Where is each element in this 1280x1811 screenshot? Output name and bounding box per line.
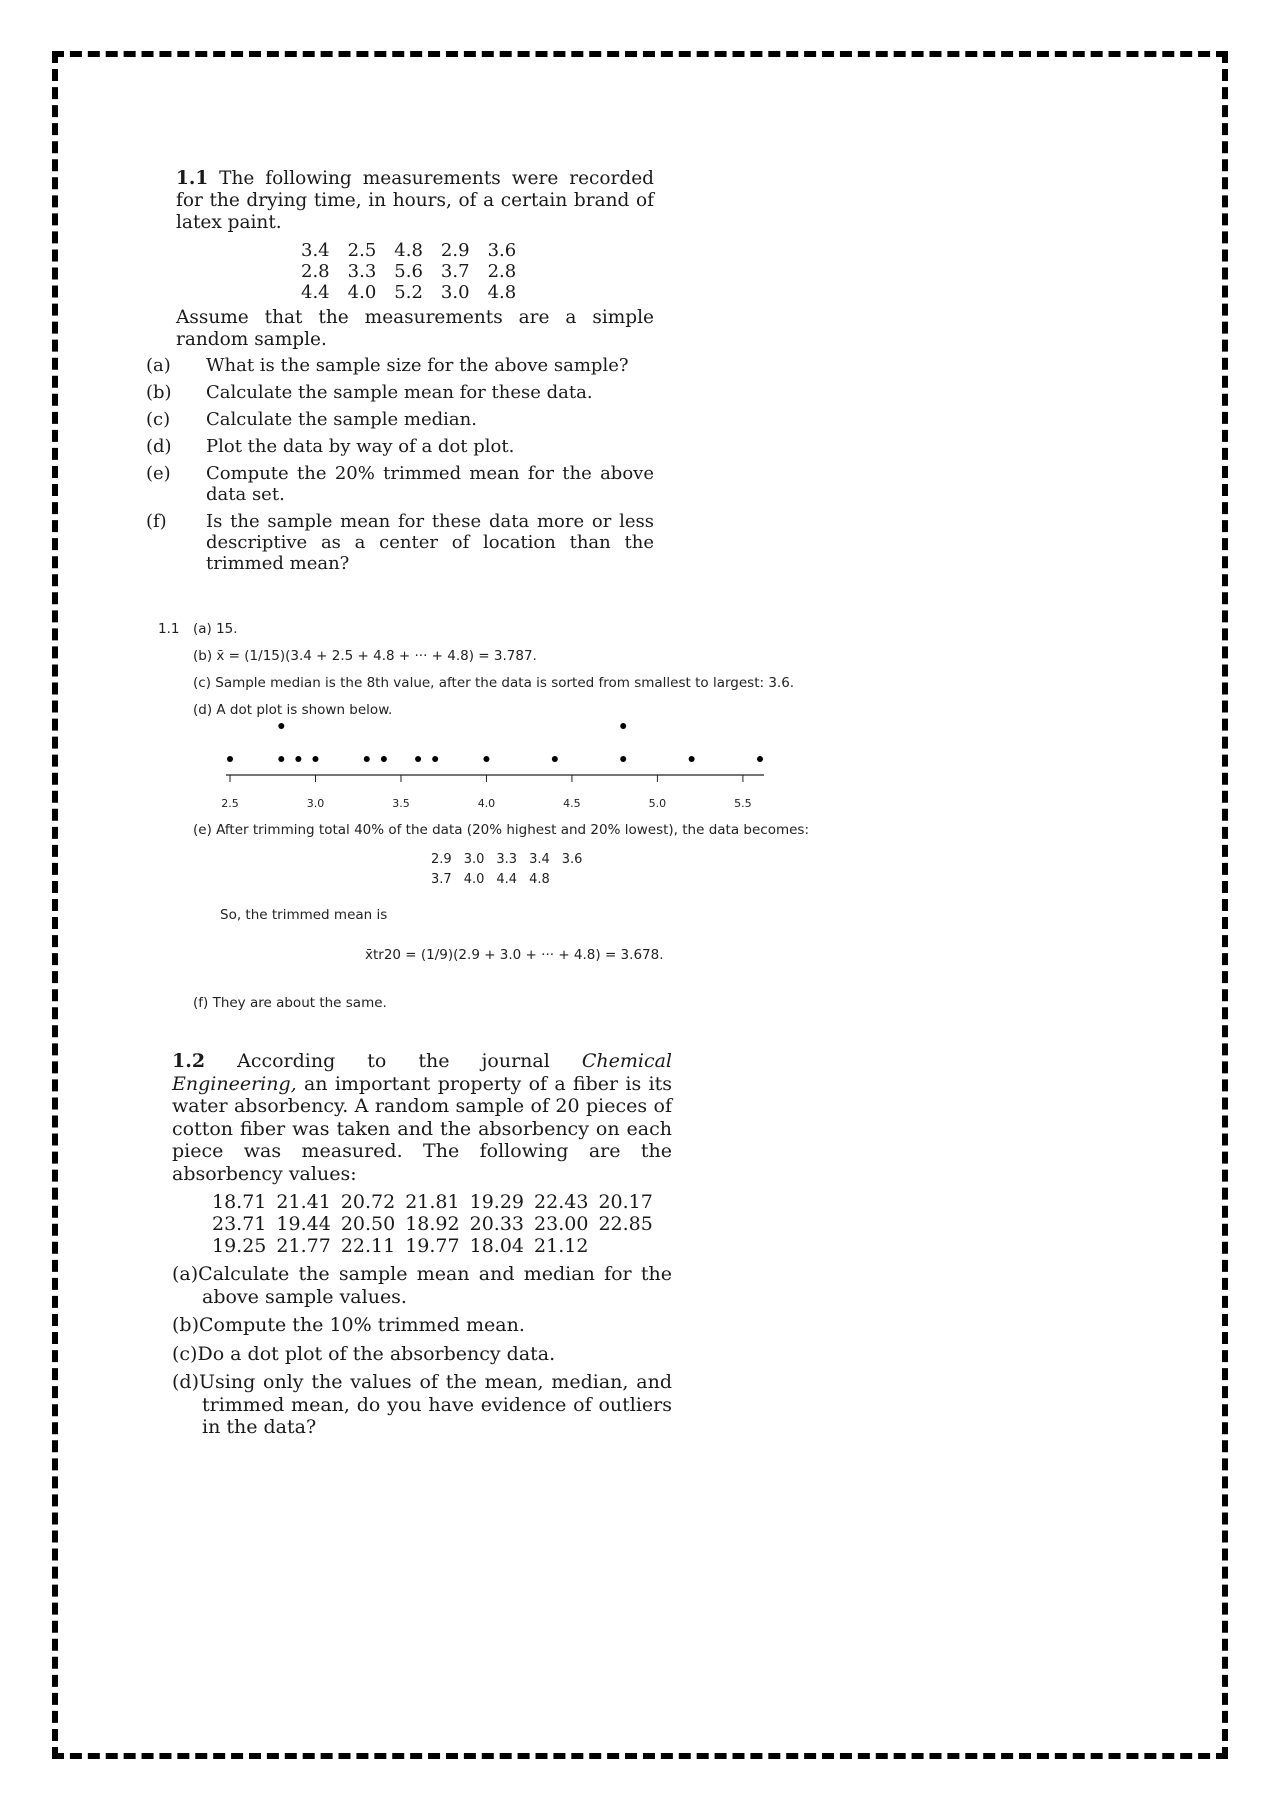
solution-d: (d) A dot plot is shown below. (193, 702, 393, 718)
data-point (552, 756, 558, 762)
question-item (172, 1371, 672, 1439)
x-tick-label: 3.0 (306, 797, 325, 810)
problem-text: According to the journal (237, 1050, 550, 1072)
table-cell: 21.41 (276, 1191, 331, 1213)
question-text: Calculate the sample median. (206, 409, 477, 430)
table-cell: 20.33 (469, 1213, 525, 1235)
table-cell: 3.0 (440, 282, 470, 303)
data-point (620, 756, 626, 762)
table-cell: 3.6 (487, 240, 517, 261)
question-label: (d) (146, 436, 172, 457)
table-cell: 3.7 (431, 872, 452, 887)
question-item (146, 436, 654, 457)
table-cell: 20.72 (340, 1191, 396, 1213)
solution-b (193, 648, 537, 664)
table-cell: 18.92 (405, 1213, 460, 1235)
question-text: Plot the data by way of a dot plot. (206, 436, 515, 457)
question-label: (d) (172, 1371, 199, 1393)
question-label: (c) (172, 1342, 198, 1365)
table-cell: 5.6 (394, 261, 423, 282)
table-cell: 20.50 (340, 1213, 396, 1235)
question-text: Using only the values of the mean, median, and trimmed mean, do you have evidence of outliers in the data? (199, 1371, 672, 1438)
data-point (689, 756, 695, 762)
solution-a: (a) 15. (193, 621, 238, 637)
table-row (292, 261, 525, 282)
table-cell: 19.77 (405, 1235, 460, 1257)
solution-so: So, the trimmed mean is (220, 907, 388, 923)
table-cell: 3.4 (529, 852, 550, 867)
table-cell: 2.5 (347, 240, 377, 261)
question-item (146, 511, 654, 574)
problem-1-1-data-table (292, 240, 525, 303)
problem-number: 1.1 (176, 168, 209, 189)
table-cell: 4.8 (487, 282, 517, 303)
data-point (432, 756, 438, 762)
solution-b-formula: x̄ = (1/15)(3.4 + 2.5 + 4.8 + ··· + 4.8) = 3.787. (216, 648, 537, 664)
table-cell: 20.17 (598, 1191, 653, 1213)
table-cell: 22.11 (340, 1235, 396, 1257)
table-cell: 3.3 (496, 852, 518, 867)
question-item (172, 1263, 672, 1308)
problem-1-2-data-table (207, 1191, 658, 1257)
x-tick-label: 5.5 (734, 797, 752, 810)
problem-1-1 (146, 168, 654, 574)
table-cell: 4.8 (394, 240, 423, 261)
question-item (172, 1314, 672, 1337)
data-point (364, 756, 370, 762)
x-tick-label: 4.0 (477, 797, 496, 810)
question-label: (b) (172, 1314, 199, 1336)
x-tick-label: 3.5 (392, 797, 410, 810)
trimmed-mean-formula: x̄tr20 = (1/9)(2.9 + 3.0 + ··· + 4.8) = 3.678. (365, 947, 664, 963)
question-label: (f) (146, 511, 167, 532)
data-point (312, 756, 318, 762)
table-cell: 19.25 (212, 1235, 267, 1257)
table-cell: 18.04 (469, 1235, 525, 1257)
question-label: (a) (172, 1263, 199, 1285)
dot-plot (210, 715, 770, 825)
table-cell: 2.9 (440, 240, 470, 261)
solution-c: (c) Sample median is the 8th value, after the data is sorted from smallest to largest: 3.6. (193, 675, 795, 691)
question-item (146, 409, 654, 430)
problem-text: The following measurements were recorded for the drying time, in hours, of a certain brand of latex paint. (176, 168, 654, 233)
table-cell: 3.3 (347, 261, 377, 282)
question-text: Compute the 10% trimmed mean. (199, 1314, 525, 1336)
problem-1-1-intro (176, 168, 654, 234)
table-row (425, 870, 588, 890)
table-cell: 4.0 (347, 282, 377, 303)
data-point (381, 756, 387, 762)
question-label: (a) (146, 355, 171, 376)
table-cell: 3.0 (463, 852, 485, 867)
x-tick-label: 2.5 (221, 797, 239, 810)
table-cell: 19.44 (276, 1213, 331, 1235)
table-cell: 21.77 (276, 1235, 331, 1257)
data-point (295, 756, 301, 762)
problem-1-2-intro (172, 1050, 672, 1185)
x-tick-label: 4.5 (563, 797, 581, 810)
question-item (146, 355, 654, 376)
table-cell: 21.81 (405, 1191, 460, 1213)
table-cell: 5.2 (394, 282, 423, 303)
data-point (278, 756, 284, 762)
table-cell: 3.6 (561, 852, 583, 867)
table-cell: 22.43 (534, 1191, 589, 1213)
data-point (483, 756, 489, 762)
table-row (292, 240, 525, 261)
table-cell: 23.00 (534, 1213, 589, 1235)
question-text: Compute the 20% trimmed mean for the above data set. (206, 463, 654, 505)
x-tick-label: 5.0 (648, 797, 667, 810)
data-point (227, 756, 233, 762)
data-point (278, 723, 284, 729)
question-text: Calculate the sample mean and median for the above sample values. (198, 1263, 672, 1308)
table-cell: 21.12 (534, 1235, 589, 1257)
table-row (292, 282, 525, 303)
question-text: What is the sample size for the above sample? (206, 355, 629, 376)
table-cell: 19.29 (469, 1191, 525, 1213)
question-label: (b) (146, 382, 172, 403)
question-text: Is the sample mean for these data more or less descriptive as a center of location than the trimmed mean? (206, 511, 654, 574)
problem-1-1-questions (146, 355, 654, 574)
table-cell: 3.7 (440, 261, 470, 282)
data-point (757, 756, 763, 762)
table-cell: 2.9 (431, 852, 452, 867)
table-cell: 4.0 (463, 872, 485, 887)
solution-f: (f) They are about the same. (193, 995, 387, 1011)
problem-1-2-questions (172, 1263, 672, 1439)
question-text: Calculate the sample mean for these data. (206, 382, 593, 403)
table-cell: 2.8 (301, 261, 330, 282)
question-text: Do a dot plot of the absorbency data. (197, 1342, 556, 1365)
table-row (207, 1235, 658, 1257)
table-row (425, 850, 588, 870)
data-point (415, 756, 421, 762)
problem-1-2 (172, 1050, 672, 1439)
solution-number: 1.1 (158, 621, 180, 637)
solution-e: (e) After trimming total 40% of the data (20% highest and 20% lowest), the data becomes: (193, 822, 809, 838)
table-cell: 22.85 (598, 1213, 653, 1235)
question-label: (e) (146, 463, 171, 484)
table-cell: 18.71 (212, 1191, 267, 1213)
question-item (172, 1343, 672, 1366)
problem-text: an important property of a fiber is its water absorbency. A random sample of 20 pieces of cotton fiber was taken and the absorbency on each piece was measured. The following are the absorbency values: (172, 1072, 672, 1185)
table-row (207, 1191, 658, 1213)
trimmed-data-table (425, 850, 588, 890)
question-item (146, 382, 654, 403)
question-item (146, 463, 654, 505)
table-cell: 3.4 (301, 240, 330, 261)
table-cell: 23.71 (212, 1213, 267, 1235)
problem-number: 1.2 (172, 1050, 206, 1072)
table-cell: 4.4 (496, 872, 518, 887)
data-point (620, 723, 626, 729)
problem-1-1-assume: Assume that the measurements are a simple random sample. (176, 307, 654, 350)
question-label: (c) (146, 409, 171, 430)
table-cell: 4.4 (301, 282, 330, 303)
journal-name: Chemical Engineering, (172, 1050, 673, 1095)
table-row (207, 1213, 658, 1235)
table-cell: 4.8 (529, 872, 550, 887)
solution-b-label: (b) (193, 648, 213, 664)
table-cell: 2.8 (487, 261, 517, 282)
